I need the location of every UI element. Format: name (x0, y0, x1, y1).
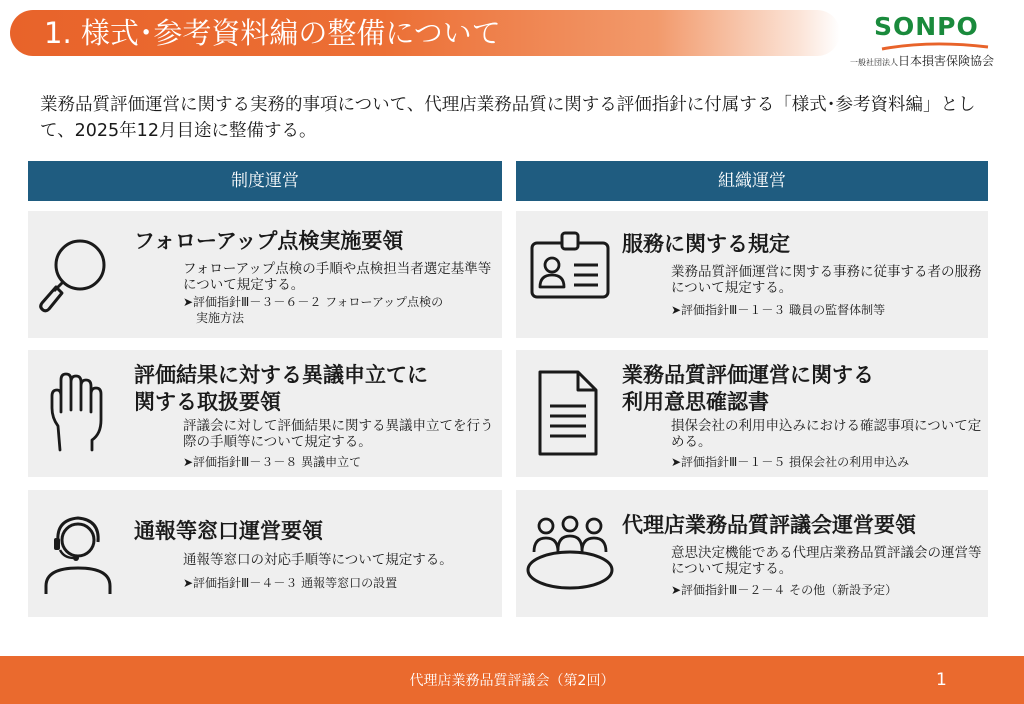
card-description: 意思決定機能である代理店業務品質評議会の運営等について規定する。 (671, 545, 982, 577)
column-header-organization: 組織運営 (516, 161, 988, 201)
intro-text: 業務品質評価運営に関する実務的事項について、代理店業務品質に関する評価指針に付属する「様式･参考資料編」として、2025年12月目途に整備する。 (40, 95, 976, 141)
page-number: 1 (936, 670, 947, 690)
title-banner (10, 10, 840, 56)
magnifier-icon (36, 231, 108, 319)
card-reference: ➤評価指針Ⅲ－１－３ 職員の監督体制等 (671, 303, 886, 317)
card-title: 代理店業務品質評議会運営要領 (622, 513, 916, 537)
card-followup-inspection (28, 211, 502, 338)
footer-bar (0, 656, 1024, 704)
logo-wordmark: SONPO (874, 12, 979, 41)
card-title: 評価結果に対する異議申立てに (134, 363, 428, 387)
meeting-table-icon (524, 514, 616, 594)
column-header-system: 制度運営 (28, 161, 502, 201)
logo-org-type: 一般社団法人 (850, 58, 898, 67)
card-reference: ➤評価指針Ⅲ－３－８ 異議申立て (183, 455, 362, 469)
card-usage-intent (516, 350, 988, 477)
logo-org-name (850, 52, 994, 69)
card-reference: ➤評価指針Ⅲ－２－４ その他（新設予定） (671, 583, 898, 597)
card-objection-procedure (28, 350, 502, 477)
logo-swoosh-icon (880, 42, 990, 52)
card-reference: ➤評価指針Ⅲ－１－５ 損保会社の利用申込み (671, 455, 910, 469)
card-title-line2: 関する取扱要領 (134, 390, 281, 414)
page-title: 1. 様式･参考資料編の整備について (44, 16, 501, 50)
document-icon (536, 368, 600, 458)
card-reference: ➤評価指針Ⅲ－３－６－２ フォローアップ点検の (183, 295, 444, 309)
card-description: 評議会に対して評価結果に関する異議申立てを行う際の手順等について規定する。 (183, 418, 494, 450)
card-description: フォローアップ点検の手順や点検担当者選定基準等について規定する。 (183, 261, 492, 293)
card-title: 通報等窓口運営要領 (134, 519, 323, 543)
card-title-line2: 利用意思確認書 (622, 390, 769, 414)
id-card-icon (528, 229, 612, 301)
card-description: 業務品質評価運営に関する事務に従事する者の服務について規定する。 (671, 264, 982, 296)
card-title: 業務品質評価運営に関する (622, 363, 874, 387)
card-title: フォローアップ点検実施要領 (134, 229, 404, 253)
card-reference-cont: 実施方法 (196, 311, 245, 325)
sonpo-logo (850, 12, 1014, 68)
card-title: 服務に関する規定 (622, 232, 790, 256)
raised-hand-icon (48, 370, 108, 458)
card-council-operation (516, 490, 988, 617)
footer-title: 代理店業務品質評議会（第2回） (409, 673, 615, 689)
logo-org-label: 日本損害保険協会 (898, 54, 995, 68)
headset-person-icon (38, 512, 118, 596)
card-description: 損保会社の利用申込みにおける確認事項について定める。 (671, 418, 982, 450)
card-whistleblower-desk (28, 490, 502, 617)
card-reference: ➤評価指針Ⅲ－４－３ 通報等窓口の設置 (183, 576, 398, 590)
card-description: 通報等窓口の対応手順等について規定する。 (183, 552, 453, 568)
card-service-rules (516, 211, 988, 338)
